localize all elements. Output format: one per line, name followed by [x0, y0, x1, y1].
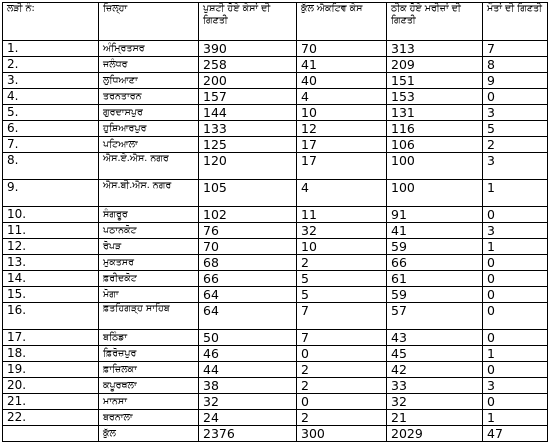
cell-confirmed: 64 [199, 303, 297, 330]
cell-district: ਹੁਸ਼ਿਆਰਪੁਰ [99, 121, 199, 137]
cell-serial: 8. [3, 153, 99, 180]
cell-confirmed: 68 [199, 255, 297, 271]
cell-district: ਬਠਿੰਡਾ [99, 330, 199, 346]
cell-recovered: 209 [387, 57, 483, 73]
cell-active: 70 [297, 41, 387, 57]
table-row [3, 137, 548, 153]
cell-active: 0 [297, 394, 387, 410]
table-header [3, 3, 548, 41]
cell-serial: 20. [3, 378, 99, 394]
cell-serial: 5. [3, 105, 99, 121]
cell-recovered: 66 [387, 255, 483, 271]
table-row [3, 73, 548, 89]
cell-active: 12 [297, 121, 387, 137]
cell-confirmed: 70 [199, 239, 297, 255]
cell-active: 41 [297, 57, 387, 73]
header-serial: ਲੜੀ ਨੰ: [3, 3, 99, 41]
cell-serial: 14. [3, 271, 99, 287]
table-row [3, 180, 548, 207]
cell-district: ਮੋਗਾ [99, 287, 199, 303]
cell-recovered: 131 [387, 105, 483, 121]
cell-district: ਬਰਨਾਲਾ [99, 410, 199, 426]
header-row [3, 3, 548, 41]
table-row [3, 410, 548, 426]
cell-confirmed: 390 [199, 41, 297, 57]
cell-confirmed: 157 [199, 89, 297, 105]
cell-district: ਸੰਗਰੂਰ [99, 207, 199, 223]
cell-recovered: 100 [387, 153, 483, 180]
cell-serial: 4. [3, 89, 99, 105]
table-row [3, 207, 548, 223]
cell-recovered: 100 [387, 180, 483, 207]
cell-active: 10 [297, 105, 387, 121]
table-row [3, 153, 548, 180]
cell-district: ਪਠਾਨਕੋਟ [99, 223, 199, 239]
cell-active: 5 [297, 271, 387, 287]
cell-deaths: 1 [483, 410, 548, 426]
table-row [3, 121, 548, 137]
cell-serial: 11. [3, 223, 99, 239]
cell-recovered: 106 [387, 137, 483, 153]
cell-recovered: 91 [387, 207, 483, 223]
cell-deaths: 0 [483, 330, 548, 346]
cell-active: 17 [297, 153, 387, 180]
cell-serial: 2. [3, 57, 99, 73]
cell-deaths: 7 [483, 41, 548, 57]
cell-deaths: 0 [483, 89, 548, 105]
cell-active: 2 [297, 255, 387, 271]
cell-active: 32 [297, 223, 387, 239]
header-deaths: ਮੌਤਾਂ ਦੀ ਗਿਣਤੀ [483, 3, 548, 41]
cell-active: 17 [297, 137, 387, 153]
cell-active: 2 [297, 362, 387, 378]
table-row [3, 287, 548, 303]
cell-deaths: 3 [483, 378, 548, 394]
table-row [3, 346, 548, 362]
cell-district: ਲੁਧਿਆਣਾ [99, 73, 199, 89]
cell-district: ਰੋਪੜ [99, 239, 199, 255]
cell-recovered: 21 [387, 410, 483, 426]
header-confirmed: ਪੁਸ਼ਟੀ ਹੋਏ ਕੇਸਾਂ ਦੀ ਗਿਣਤੀ [199, 3, 297, 41]
cell-confirmed: 144 [199, 105, 297, 121]
cell-confirmed: 66 [199, 271, 297, 287]
total-confirmed: 2376 [199, 426, 297, 442]
cell-deaths: 0 [483, 362, 548, 378]
cell-recovered: 57 [387, 303, 483, 330]
table-row [3, 378, 548, 394]
table-row [3, 271, 548, 287]
cell-confirmed: 50 [199, 330, 297, 346]
cell-district: ਐਸ.ਏ.ਐਸ. ਨਗਰ [99, 153, 199, 180]
cell-confirmed: 258 [199, 57, 297, 73]
cell-recovered: 43 [387, 330, 483, 346]
total-label: ਕੁੱਲ [99, 426, 199, 442]
cell-serial: 17. [3, 330, 99, 346]
cell-confirmed: 24 [199, 410, 297, 426]
total-row [3, 426, 548, 442]
cell-district: ਮਾਨਸਾ [99, 394, 199, 410]
cell-district: ਤਰਨਤਾਰਨ [99, 89, 199, 105]
cell-district: ਪਟਿਆਲਾ [99, 137, 199, 153]
total-deaths: 47 [483, 426, 548, 442]
cell-serial: 1. [3, 41, 99, 57]
cell-recovered: 33 [387, 378, 483, 394]
cell-deaths: 0 [483, 255, 548, 271]
cell-recovered: 153 [387, 89, 483, 105]
cell-district: ਜਲੰਧਰ [99, 57, 199, 73]
cell-deaths: 0 [483, 394, 548, 410]
header-active: ਕੁੱਲ ਐਕਟਿਵ ਕੇਸ [297, 3, 387, 41]
cell-deaths: 3 [483, 153, 548, 180]
cell-confirmed: 38 [199, 378, 297, 394]
cell-serial: 19. [3, 362, 99, 378]
cell-confirmed: 125 [199, 137, 297, 153]
cell-confirmed: 32 [199, 394, 297, 410]
cell-serial: 9. [3, 180, 99, 207]
cell-active: 5 [297, 287, 387, 303]
cell-recovered: 32 [387, 394, 483, 410]
cell-active: 4 [297, 180, 387, 207]
table-row [3, 394, 548, 410]
header-district: ਜ਼ਿਲ੍ਹਾ [99, 3, 199, 41]
cell-serial: 3. [3, 73, 99, 89]
cell-recovered: 45 [387, 346, 483, 362]
cell-recovered: 42 [387, 362, 483, 378]
cell-deaths: 3 [483, 105, 548, 121]
cell-confirmed: 102 [199, 207, 297, 223]
table-row [3, 57, 548, 73]
cell-deaths: 9 [483, 73, 548, 89]
cell-serial: 18. [3, 346, 99, 362]
cell-serial: 7. [3, 137, 99, 153]
cell-deaths: 1 [483, 239, 548, 255]
cell-district: ਫ਼ਰੀਦਕੋਟ [99, 271, 199, 287]
table-body [3, 41, 548, 442]
cell-confirmed: 44 [199, 362, 297, 378]
cell-active: 4 [297, 89, 387, 105]
cell-confirmed: 200 [199, 73, 297, 89]
cell-deaths: 3 [483, 223, 548, 239]
total-recovered: 2029 [387, 426, 483, 442]
cell-serial: 15. [3, 287, 99, 303]
district-table-container [2, 2, 548, 442]
table-row [3, 362, 548, 378]
table-row [3, 303, 548, 330]
table-row [3, 330, 548, 346]
cell-deaths: 1 [483, 346, 548, 362]
cell-district: ਫ਼ਾਜ਼ਿਲਕਾ [99, 362, 199, 378]
cell-deaths: 0 [483, 303, 548, 330]
cell-recovered: 116 [387, 121, 483, 137]
table-row [3, 255, 548, 271]
cell-active: 7 [297, 303, 387, 330]
total-active: 300 [297, 426, 387, 442]
table-row [3, 223, 548, 239]
cell-district: ਐਸ.ਬੀ.ਐਸ. ਨਗਰ [99, 180, 199, 207]
cell-recovered: 59 [387, 239, 483, 255]
cell-deaths: 0 [483, 287, 548, 303]
table-row [3, 89, 548, 105]
cell-recovered: 151 [387, 73, 483, 89]
cell-deaths: 1 [483, 180, 548, 207]
cell-serial: 21. [3, 394, 99, 410]
cell-active: 0 [297, 346, 387, 362]
cell-deaths: 2 [483, 137, 548, 153]
cell-active: 2 [297, 378, 387, 394]
cell-deaths: 0 [483, 207, 548, 223]
cell-district: ਫ਼ਤਹਿਗੜ੍ਹ ਸਾਹਿਬ [99, 303, 199, 330]
cell-deaths: 0 [483, 271, 548, 287]
cell-serial: 13. [3, 255, 99, 271]
cell-district: ਅੰਮ੍ਰਿਤਸਰ [99, 41, 199, 57]
cell-serial: 6. [3, 121, 99, 137]
covid-district-table [2, 2, 548, 442]
cell-recovered: 313 [387, 41, 483, 57]
cell-district: ਗੁਰਦਾਸਪੁਰ [99, 105, 199, 121]
cell-confirmed: 105 [199, 180, 297, 207]
total-blank [3, 426, 99, 442]
cell-confirmed: 133 [199, 121, 297, 137]
cell-active: 2 [297, 410, 387, 426]
cell-confirmed: 64 [199, 287, 297, 303]
cell-recovered: 59 [387, 287, 483, 303]
table-row [3, 239, 548, 255]
cell-active: 10 [297, 239, 387, 255]
cell-active: 40 [297, 73, 387, 89]
cell-confirmed: 120 [199, 153, 297, 180]
cell-active: 11 [297, 207, 387, 223]
cell-serial: 10. [3, 207, 99, 223]
header-recovered: ਠੀਕ ਹੋਏ ਮਰੀਜ਼ਾਂ ਦੀ ਗਿਣਤੀ [387, 3, 483, 41]
cell-deaths: 8 [483, 57, 548, 73]
cell-district: ਫ਼ਿਰੋਜ਼ਪੁਰ [99, 346, 199, 362]
cell-district: ਕਪੂਰਥਲਾ [99, 378, 199, 394]
cell-serial: 12. [3, 239, 99, 255]
cell-confirmed: 76 [199, 223, 297, 239]
cell-serial: 16. [3, 303, 99, 330]
cell-confirmed: 46 [199, 346, 297, 362]
cell-recovered: 41 [387, 223, 483, 239]
cell-active: 7 [297, 330, 387, 346]
table-row [3, 105, 548, 121]
cell-recovered: 61 [387, 271, 483, 287]
table-row [3, 41, 548, 57]
cell-district: ਮੁਕਤਸਰ [99, 255, 199, 271]
cell-serial: 22. [3, 410, 99, 426]
cell-deaths: 5 [483, 121, 548, 137]
